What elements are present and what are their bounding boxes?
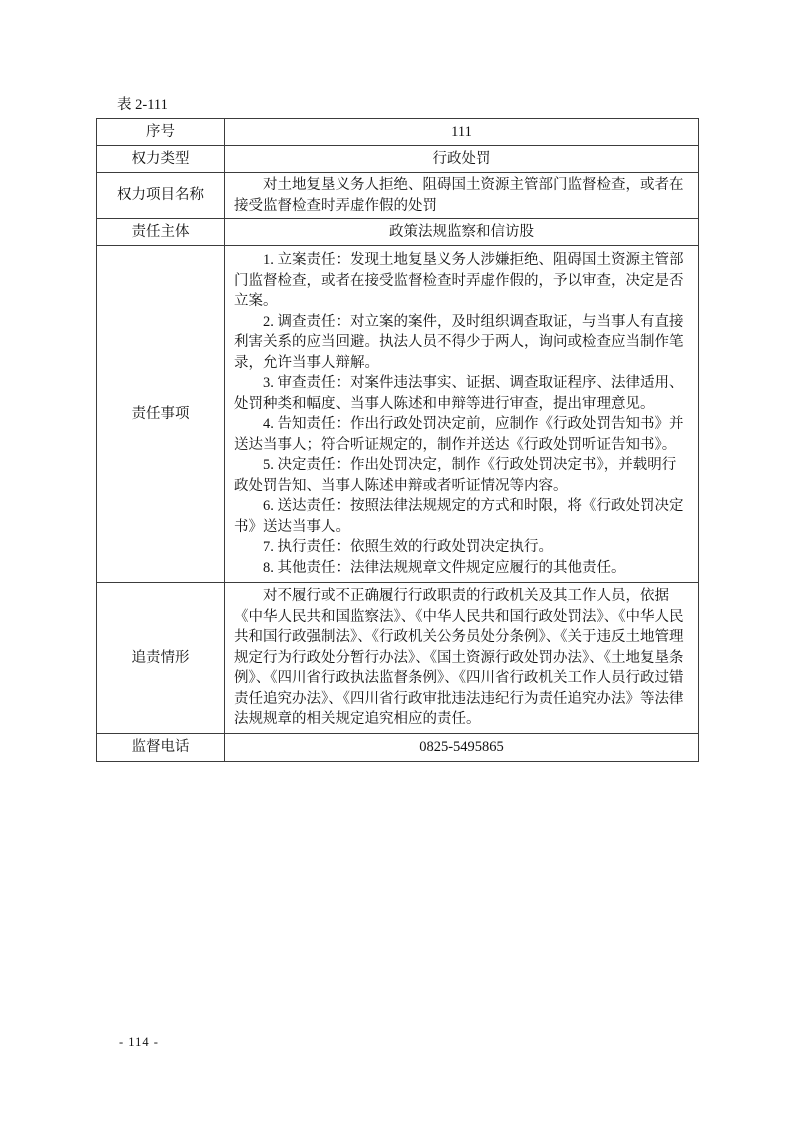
table-caption: 表 2-111 xyxy=(117,97,168,113)
row-value-duty-items xyxy=(225,246,699,583)
table-row-project-name xyxy=(97,173,699,219)
responsibility-table xyxy=(96,118,699,762)
duty-item-5: 5. 决定责任：作出处罚决定，制作《行政处罚决定书》，并载明行政处罚告知、当事人陈述申辩或者听证情况等内容。 xyxy=(234,457,677,494)
row-value-project-name xyxy=(225,173,699,219)
duty-item-1: 1. 立案责任：发现土地复垦义务人涉嫌拒绝、阻碍国土资源主管部门监督检查，或者在接受监督检查时弄虚作假的，予以审查，决定是否立案。 xyxy=(234,252,684,309)
table-row-serial xyxy=(97,119,699,146)
row-label-serial: 序号 xyxy=(97,119,225,146)
row-label-project-name: 权力项目名称 xyxy=(97,173,225,219)
table-row-power-type xyxy=(97,146,699,173)
row-label-accountability: 追责情形 xyxy=(97,583,225,734)
duty-item-2: 2. 调查责任：对立案的案件，及时组织调查取证，与当事人有直接利害关系的应当回避。执法人员不得少于两人，询问或检查应当制作笔录，允许当事人辩解。 xyxy=(234,313,684,371)
page-number: - 114 - xyxy=(119,1035,159,1049)
duty-item-8: 8. 其他责任：法律法规规章文件规定应履行的其他责任。 xyxy=(263,559,626,576)
table-row-phone xyxy=(97,733,699,761)
table-row-accountability xyxy=(97,583,699,734)
row-value-responsible-body: 政策法规监察和信访股 xyxy=(225,219,699,246)
accountability-text: 对不履行或不正确履行行政职责的行政机关及其工作人员，依据《中华人民共和国监察法》、《中华人民共和国行政处罚法》、《中华人民共和国行政强制法》、《行政机关公务员处分条例》、《关于违反土地管理规定行为行政处分暂行办法》、《国土资源行政处罚办法》、《土地复垦条例》、《四川省行政执法监督条例》、《四川省行政机关工作人员行政过错责任追究办法》、《四川省行政审批违法违纪行为责任追究办法》等法律法规规章的相关规定追究相应的责任。 xyxy=(234,588,684,727)
duty-item-7: 7. 执行责任：依照生效的行政处罚决定执行。 xyxy=(263,539,553,555)
duty-item-6: 6. 送达责任：按照法律法规规定的方式和时限，将《行政处罚决定书》送达当事人。 xyxy=(234,498,684,535)
duty-item-4: 4. 告知责任：作出行政处罚决定前，应制作《行政处罚告知书》并送达当事人；符合听证规定的，制作并送达《行政处罚听证告知书》。 xyxy=(234,416,684,453)
row-value-serial: 111 xyxy=(225,119,699,146)
table-row-responsible-body xyxy=(97,219,699,246)
duty-item-3: 3. 审查责任：对案件违法事实、证据、调查取证程序、法律适用、处罚种类和幅度、当事人陈述和申辩等进行审查，提出审理意见。 xyxy=(234,375,684,412)
row-value-accountability xyxy=(225,583,699,734)
row-value-phone: 0825-5495865 xyxy=(225,733,699,761)
row-value-power-type: 行政处罚 xyxy=(225,146,699,173)
project-name-text: 对土地复垦义务人拒绝、阻碍国土资源主管部门监督检查，或者在接受监督检查时弄虚作假的处罚 xyxy=(234,177,684,214)
row-label-phone: 监督电话 xyxy=(97,733,225,761)
row-label-duty-items: 责任事项 xyxy=(97,246,225,583)
table-row-duty-items xyxy=(97,246,699,583)
row-label-power-type: 权力类型 xyxy=(97,146,225,173)
row-label-responsible-body: 责任主体 xyxy=(97,219,225,246)
